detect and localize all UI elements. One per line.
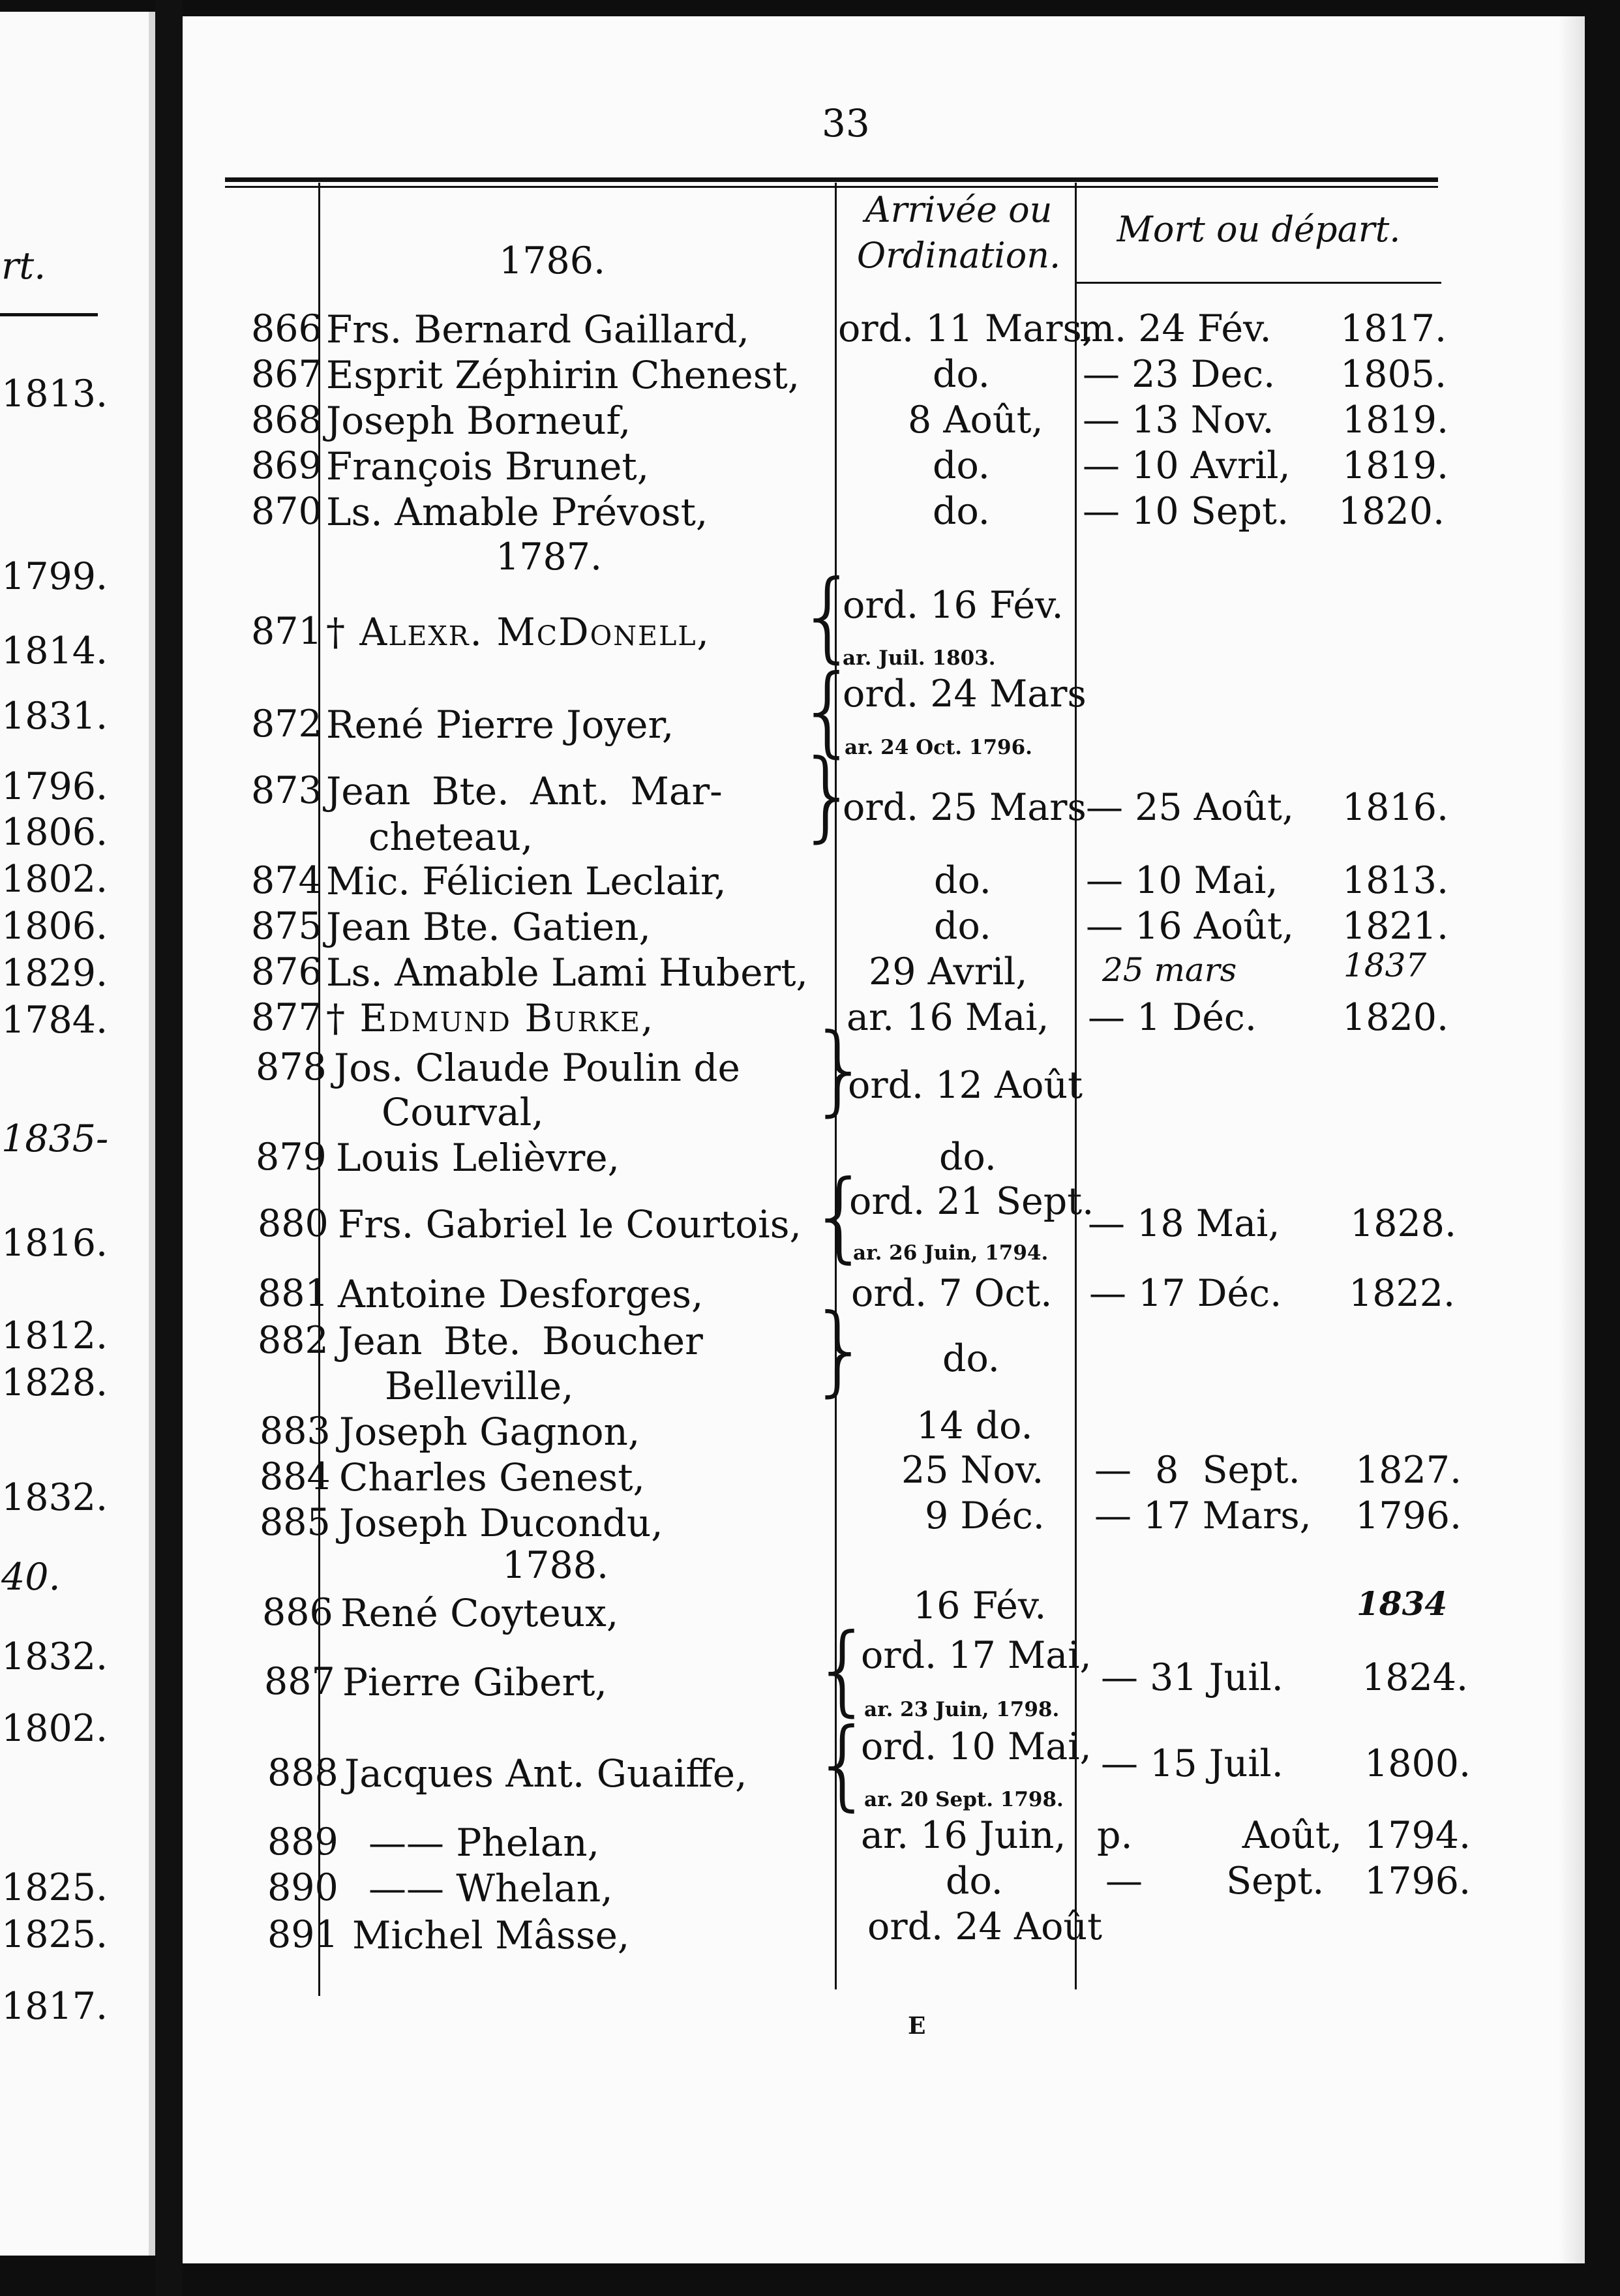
death-year: 1794.: [1364, 1814, 1471, 1857]
entry-name: Louis Lelièvre,: [336, 1136, 620, 1180]
entry-name: René Pierre Joyer,: [326, 702, 674, 747]
arrival-header-line1: Arrivée ou: [865, 189, 1053, 230]
left-year: 1799.: [1, 555, 108, 598]
left-page-header: rt.: [1, 245, 46, 288]
brace-right: }: [809, 1293, 871, 1407]
entry-name: Pierre Gibert,: [342, 1660, 607, 1704]
death-year: 1821.: [1342, 905, 1449, 948]
death-date: — 17 Déc.: [1089, 1272, 1282, 1315]
arrival-date: ar. 16 Mai,: [847, 996, 1049, 1039]
year-heading: 1787.: [496, 536, 603, 579]
entry-name: Charles Genest,: [339, 1455, 645, 1500]
death-date: — 18 Mai,: [1088, 1202, 1280, 1245]
arrival-date: do.: [934, 859, 991, 902]
left-year: 1813.: [1, 372, 108, 415]
left-year: 1784.: [1, 999, 108, 1042]
page-gutter: [155, 0, 183, 2296]
death-date: m. 24 Fév.: [1079, 307, 1272, 350]
entry-name: Joseph Gagnon,: [339, 1410, 640, 1454]
arrival-date: ord. 25 Mars: [843, 786, 1087, 829]
arrival-header-line2: Ordination.: [856, 235, 1061, 276]
arrival-date: do.: [934, 905, 991, 948]
death-year: 1820.: [1338, 490, 1445, 533]
header-rule-top: [225, 177, 1438, 182]
entry-number: 881: [258, 1272, 329, 1315]
entry-number: 866: [251, 307, 322, 350]
entry-number: 891: [267, 1913, 338, 1956]
brace-left: {: [812, 1708, 875, 1821]
death-header: Mort ou départ.: [1117, 209, 1401, 250]
entry-name: René Coyteux,: [340, 1591, 619, 1635]
arrival-date: ord. 12 Août: [848, 1064, 1083, 1107]
left-year: 1832.: [1, 1635, 108, 1678]
death-year: 1822.: [1349, 1272, 1456, 1315]
arrival-date: ar. 16 Juin,: [861, 1814, 1066, 1857]
left-page-edge: [149, 12, 155, 2256]
arrival-date: ord. 24 Mars: [843, 672, 1087, 716]
entry-number: 875: [251, 905, 322, 948]
left-page-fragment: [0, 12, 155, 2256]
death-year: 1796.: [1355, 1494, 1462, 1537]
arrival-date: ord. 21 Sept.: [849, 1180, 1094, 1223]
entry-name: François Brunet,: [326, 444, 650, 489]
left-year: 1825.: [1, 1913, 108, 1956]
death-date: — 17 Mars,: [1094, 1494, 1312, 1537]
entry-name: † Alexr. McDonell,: [326, 610, 710, 654]
death-date: — Sept.: [1105, 1860, 1325, 1903]
arrival-note: ar. 24 Oct. 1796.: [845, 736, 1032, 759]
handwritten-death-year: 1834: [1357, 1584, 1448, 1623]
death-year: 1819.: [1342, 399, 1449, 442]
arrival-date: 9 Déc.: [925, 1494, 1045, 1537]
death-year: 1820.: [1342, 996, 1449, 1039]
arrival-note: ar. 23 Juin, 1798.: [864, 1698, 1060, 1721]
arrival-date: ord. 17 Mai,: [861, 1634, 1092, 1677]
arrival-date: do.: [933, 353, 990, 396]
entry-name: Jean Bte. Gatien,: [326, 905, 651, 949]
entry-number: 883: [260, 1410, 331, 1453]
entry-number: 868: [251, 399, 322, 442]
entry-number: 873: [251, 769, 322, 812]
left-year: 1832.: [1, 1476, 108, 1519]
left-year: 1802.: [1, 1707, 108, 1750]
entry-number: 874: [251, 859, 322, 902]
page-edge-shadow: [1559, 16, 1585, 2263]
left-year: 1806.: [1, 905, 108, 948]
entry-number: 880: [258, 1202, 329, 1245]
left-year: 1831.: [1, 695, 108, 738]
entry-number: 882: [258, 1319, 329, 1362]
arrival-note: ar. 26 Juin, 1794.: [853, 1241, 1049, 1265]
entry-name: Frs. Gabriel le Courtois,: [338, 1202, 802, 1246]
death-date: — 10 Sept.: [1083, 490, 1289, 533]
arrival-date: 14 do.: [916, 1404, 1033, 1447]
entry-number: 870: [251, 490, 322, 533]
brace-right: }: [797, 739, 860, 853]
left-year: 1802.: [1, 858, 108, 901]
entry-number: 872: [251, 702, 322, 746]
entry-name: Joseph Borneuf,: [326, 399, 631, 443]
arrival-date: do.: [946, 1860, 1003, 1903]
arrival-date: do.: [933, 444, 990, 487]
arrival-note: ar. Juil. 1803.: [843, 646, 996, 670]
entry-number: 884: [260, 1455, 331, 1498]
left-year: 1829.: [1, 952, 108, 995]
entry-name: Jos. Claude Poulin de: [334, 1046, 740, 1090]
death-date: — 8 Sept.: [1094, 1449, 1300, 1492]
entry-name: —— Phelan,: [368, 1820, 600, 1865]
death-year: 1800.: [1364, 1742, 1471, 1785]
handwritten-death-date: 25 mars: [1102, 951, 1237, 989]
header-rule-death: [1076, 282, 1441, 284]
brace-left: {: [797, 654, 860, 768]
entry-name: Michel Mâsse,: [352, 1913, 630, 1957]
death-year: 1828.: [1350, 1202, 1457, 1245]
entry-name: —— Whelan,: [368, 1866, 613, 1911]
entry-number: 878: [256, 1046, 327, 1089]
year-heading: 1788.: [502, 1544, 609, 1587]
death-date: — 15 Juil.: [1101, 1742, 1283, 1785]
left-year: 1825.: [1, 1866, 108, 1909]
death-date: — 10 Mai,: [1086, 859, 1278, 902]
arrival-date: ord. 11 Mars,: [838, 307, 1094, 350]
death-year: 1819.: [1342, 444, 1449, 487]
arrival-date: 25 Nov.: [901, 1449, 1044, 1492]
arrival-date: ord. 16 Fév.: [843, 584, 1064, 627]
footer-signature: E: [908, 2012, 926, 2040]
arrival-date: do.: [942, 1337, 1000, 1380]
entry-number: 886: [262, 1591, 333, 1634]
arrival-date: 29 Avril,: [869, 950, 1028, 993]
arrival-date: do.: [939, 1136, 997, 1179]
left-year: 1806.: [1, 811, 108, 854]
left-year: 1796.: [1, 765, 108, 808]
entry-name: Joseph Ducondu,: [339, 1501, 663, 1545]
left-handwritten-year: 1835-: [1, 1117, 109, 1160]
left-year: 1812.: [1, 1314, 108, 1357]
entry-number: 869: [251, 444, 322, 487]
entry-name: Antoine Desforges,: [338, 1272, 704, 1316]
death-year: 1817.: [1340, 307, 1447, 350]
arrival-date: ord. 10 Mai,: [861, 1725, 1092, 1768]
arrival-date: do.: [933, 490, 990, 533]
entry-name: Jean Bte. Boucher: [338, 1319, 703, 1363]
death-date: p. Août,: [1097, 1814, 1342, 1857]
death-year: 1796.: [1364, 1860, 1471, 1903]
entry-name-continued: Belleville,: [385, 1364, 574, 1408]
entry-name: Mic. Félicien Leclair,: [326, 859, 727, 903]
arrival-date: ord. 24 Août: [867, 1905, 1103, 1948]
entry-number: 867: [251, 353, 322, 396]
year-heading: 1786.: [499, 239, 606, 282]
entry-number: 877: [251, 996, 322, 1039]
entry-number: 889: [267, 1820, 338, 1864]
arrival-date: 8 Août,: [908, 399, 1043, 442]
entry-number: 887: [264, 1660, 335, 1703]
entry-number: 890: [267, 1866, 338, 1909]
death-date: — 16 Août,: [1086, 905, 1294, 948]
entry-number: 885: [260, 1501, 331, 1544]
left-year: 1814.: [1, 629, 108, 672]
entry-number: 876: [251, 950, 322, 993]
death-date: — 13 Nov.: [1083, 399, 1274, 442]
entry-name: Jacques Ant. Guaiffe,: [344, 1751, 747, 1796]
brace-right: }: [809, 1013, 871, 1126]
entry-number: 888: [267, 1751, 338, 1794]
entry-name: Frs. Bernard Gaillard,: [326, 307, 749, 352]
death-date: — 23 Dec.: [1083, 353, 1276, 396]
brace-left: {: [797, 560, 860, 673]
death-year: 1824.: [1362, 1656, 1469, 1699]
page-number: 33: [822, 101, 870, 145]
arrival-date: 16 Fév.: [913, 1584, 1047, 1627]
entry-number: 871: [251, 610, 322, 653]
arrival-date: ord. 7 Oct.: [851, 1272, 1053, 1315]
death-year: 1827.: [1355, 1449, 1462, 1492]
header-rule-under: [225, 186, 1438, 188]
brace-left: {: [812, 1613, 875, 1727]
entry-name: Esprit Zéphirin Chenest,: [326, 353, 800, 397]
entry-number: 879: [256, 1136, 327, 1179]
entry-name: Ls. Amable Lami Hubert,: [326, 950, 808, 995]
left-year: 1816.: [1, 1222, 108, 1265]
arrival-note: ar. 20 Sept. 1798.: [864, 1788, 1064, 1811]
left-year: 1817.: [1, 1985, 108, 2028]
left-page-rule: [0, 313, 98, 316]
brace-left: {: [809, 1160, 871, 1273]
left-year: 1828.: [1, 1361, 108, 1404]
entry-name-continued: cheteau,: [368, 815, 533, 859]
entry-name: Jean Bte. Ant. Mar-: [326, 769, 723, 813]
death-date: — 1 Déc.: [1088, 996, 1257, 1039]
death-date: — 10 Avril,: [1083, 444, 1291, 487]
left-handwritten-year: 40.: [1, 1556, 61, 1599]
entry-name: † Edmund Burke,: [326, 996, 655, 1040]
entry-name: Ls. Amable Prévost,: [326, 490, 708, 534]
death-year: 1805.: [1340, 353, 1447, 396]
handwritten-death-year: 1837: [1343, 946, 1427, 984]
death-date: — 31 Juil.: [1101, 1656, 1283, 1699]
death-year: 1816.: [1342, 786, 1449, 829]
death-date: — 25 Août,: [1086, 786, 1294, 829]
death-year: 1813.: [1342, 859, 1449, 902]
entry-name-continued: Courval,: [382, 1090, 544, 1134]
